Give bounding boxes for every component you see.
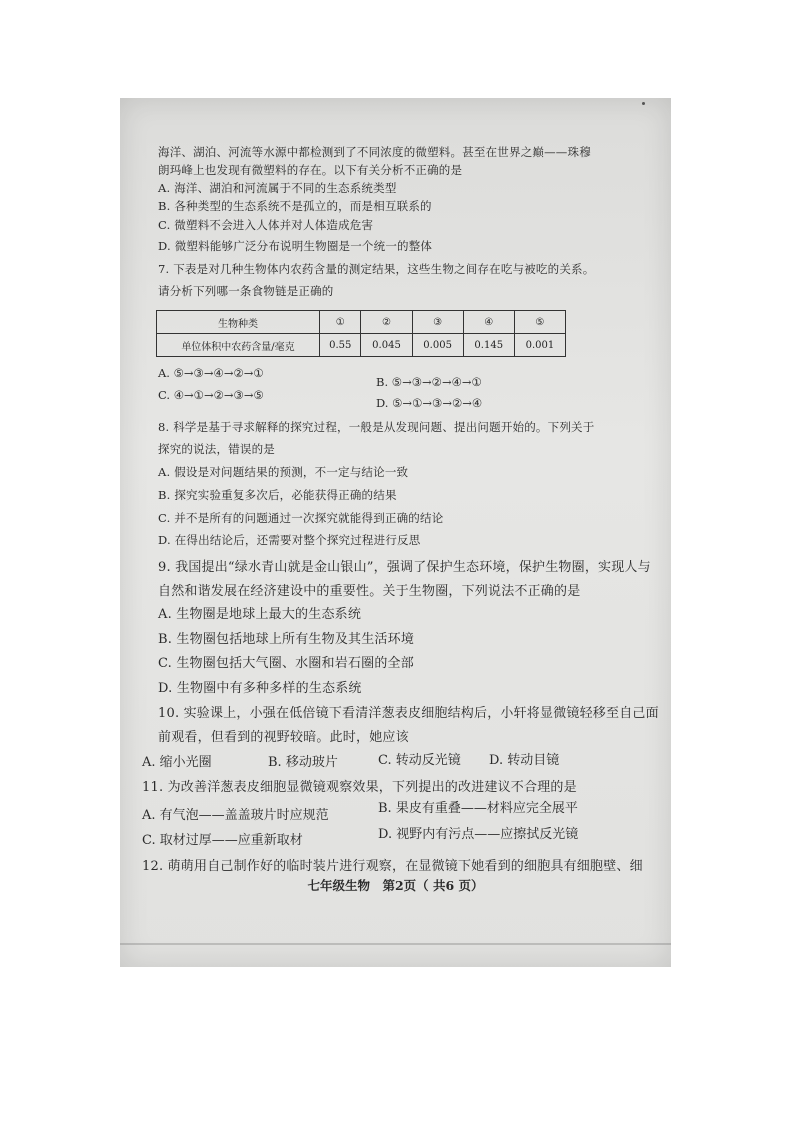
table-cell-species-5: ⑤ (514, 311, 565, 334)
table-header-value: 单位体积中农药含量/毫克 (157, 334, 320, 357)
dust-speck (642, 102, 645, 105)
q9-stem-line-1: 9. 我国提出“绿水青山就是金山银山”，强调了保护生态环境，保护生物圈，实现人与 (158, 560, 651, 575)
q11-option-d: D. 视野内有污点——应擦拭反光镜 (378, 827, 579, 842)
q9-option-a: A. 生物圈是地球上最大的生态系统 (158, 607, 362, 622)
exam-page (120, 98, 671, 967)
q7-option-c: C. ④→①→②→③→⑤ (158, 388, 264, 402)
q10-stem-line-1: 10. 实验课上，小强在低倍镜下看清洋葱表皮细胞结构后，小轩将显微镜轻移至自己面 (158, 706, 659, 721)
q7-stem-line-2: 请分析下列哪一条食物链是正确的 (158, 284, 334, 298)
q9-option-d: D. 生物圈中有多种多样的生态系统 (158, 681, 362, 696)
q11-option-b: B. 果皮有重叠——材料应完全展平 (378, 801, 578, 816)
table-cell-species-3: ③ (412, 311, 463, 334)
q6-option-c: C. 微塑料不会进入人体并对人体造成危害 (158, 218, 374, 232)
table-cell-value-2: 0.045 (361, 334, 412, 357)
table-cell-value-5: 0.001 (514, 334, 565, 357)
table-cell-species-2: ② (361, 311, 412, 334)
q9-option-c: C. 生物圈包括大气圈、水圈和岩石圈的全部 (158, 656, 414, 671)
table-cell-value-4: 0.145 (463, 334, 514, 357)
q10-option-d: D. 转动目镜 (489, 753, 560, 768)
q6-option-d: D. 微塑料能够广泛分布说明生物圈是一个统一的整体 (158, 239, 433, 253)
q8-stem-line-2: 探究的说法，错误的是 (158, 442, 275, 456)
q6-stem-line-1: 海洋、湖泊、河流等水源中都检测到了不同浓度的微塑料。甚至在世界之巅——珠穆 (158, 145, 591, 159)
q8-stem-line-1: 8. 科学是基于寻求解释的探究过程，一般是从发现问题、提出问题开始的。下列关于 (158, 420, 595, 434)
q9-stem-line-2: 自然和谐发展在经济建设中的重要性。关于生物圈，下列说法不正确的是 (158, 584, 581, 599)
q6-option-b: B. 各种类型的生态系统不是孤立的，而是相互联系的 (158, 199, 432, 213)
q11-option-c: C. 取材过厚——应重新取材 (142, 833, 303, 848)
q7-stem-line-1: 7. 下表是对几种生物体内农药含量的测定结果，这些生物之间存在吃与被吃的关系。 (158, 262, 595, 276)
table-cell-species-1: ① (320, 311, 361, 334)
q7-option-b: B. ⑤→③→②→④→① (376, 375, 482, 389)
q8-option-b: B. 探究实验重复多次后，必能获得正确的结果 (158, 488, 397, 502)
page-footer: 七年级生物 第2页（ 共6 页） (307, 878, 484, 893)
q7-option-d: D. ⑤→①→③→②→④ (376, 396, 483, 410)
table-cell-species-4: ④ (463, 311, 514, 334)
q6-option-a: A. 海洋、湖泊和河流属于不同的生态系统类型 (158, 181, 397, 195)
table-header-species: 生物种类 (157, 311, 320, 334)
table-row-values (157, 334, 566, 357)
q8-option-a: A. 假设是对问题结果的预测，不一定与结论一致 (158, 465, 409, 479)
q7-option-a: A. ⑤→③→④→②→① (158, 366, 264, 380)
pesticide-table (156, 310, 566, 357)
table-cell-value-1: 0.55 (320, 334, 361, 357)
q12-stem: 12. 萌萌用自己制作好的临时装片进行观察，在显微镜下她看到的细胞具有细胞壁、细 (142, 859, 643, 874)
q10-option-a: A. 缩小光圈 (142, 755, 212, 770)
q10-option-c: C. 转动反光镜 (378, 753, 461, 768)
table-row-species (157, 311, 566, 334)
q9-option-b: B. 生物圈包括地球上所有生物及其生活环境 (158, 632, 415, 647)
q10-option-b: B. 移动玻片 (268, 755, 338, 770)
q8-option-d: D. 在得出结论后，还需要对整个探究过程进行反思 (158, 533, 421, 547)
q10-stem-line-2: 前观看，但看到的视野较暗。此时，她应该 (158, 730, 409, 745)
table-cell-value-3: 0.005 (412, 334, 463, 357)
q6-stem-line-2: 朗玛峰上也发现有微塑料的存在。以下有关分析不正确的是 (158, 163, 463, 177)
q11-option-a: A. 有气泡——盖盖玻片时应规范 (142, 808, 329, 823)
q8-option-c: C. 并不是所有的问题通过一次探究就能得到正确的结论 (158, 511, 444, 525)
q11-stem: 11. 为改善洋葱表皮细胞显微镜观察效果，下列提出的改进建议不合理的是 (142, 780, 577, 795)
